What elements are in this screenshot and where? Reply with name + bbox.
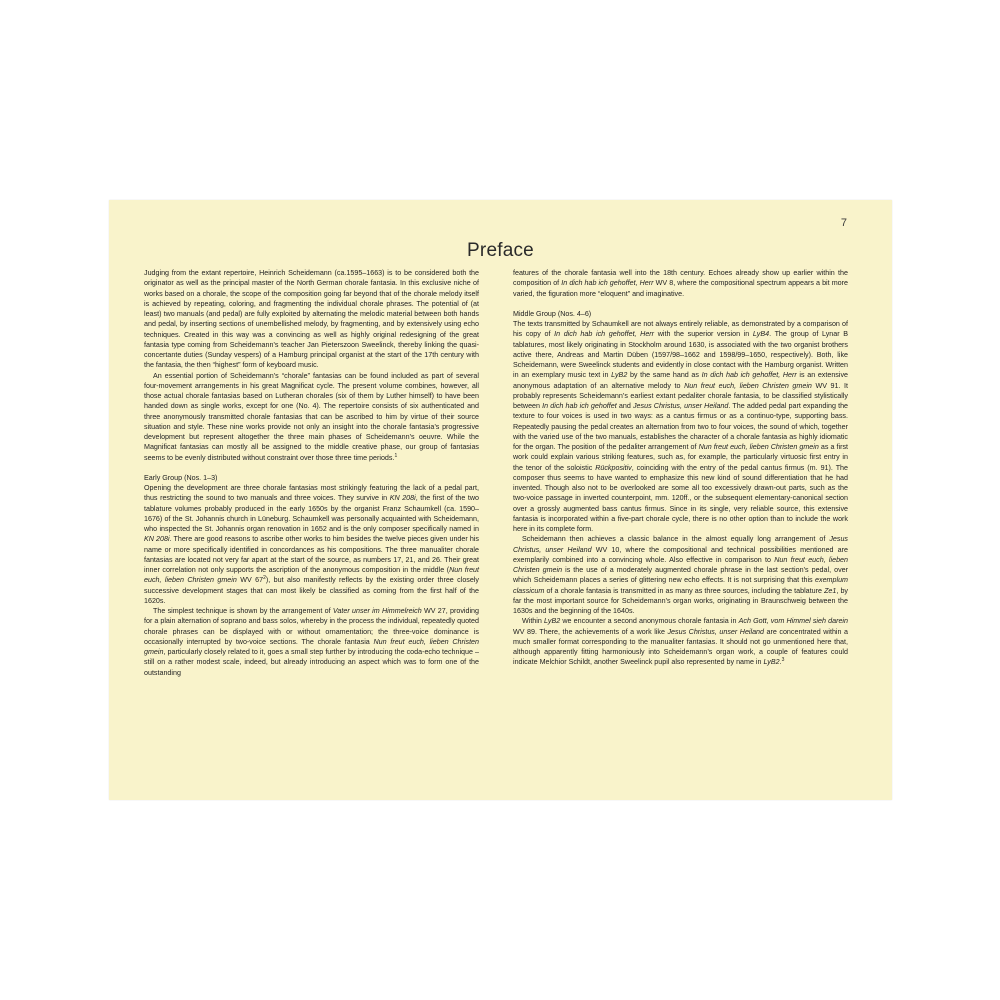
italic-text: Jesus Christus, unser Heiland [667,627,764,636]
body-text: is the use of a moderately augmented chorale phrase in the last section’s pedal, over which Scheidemann places a series of glittering new echo effects. It is not surprising that this [513,566,848,585]
page-number: 7 [840,217,847,229]
body-text: features of the chorale fantasia well into the 18th century. Echoes already show up earlier within the composition of [513,269,848,288]
body-text: WV 10, where the compositional and technical possibilities mentioned are exemplarily combined into a convincing whole. Also effective in comparison to [513,545,849,564]
italic-text: LyB2 [763,658,780,667]
italic-text: Jesus Christus, unser Heiland [632,402,729,410]
body-text: , the first of the two tablature volumes probably produced in the early 1650s by the organist Franz Schaumkell (ca. 1590–1676) of the St. Johannis church in Lüneburg. Schaumkell was personally acquainted with Scheidemann, who inspected the St. Johannis organ renovation in 1652 and is the only composer specifically named in [144,494,480,533]
section-gap [144,463,479,473]
body-text: . The group of Lynar B tablatures, most likely originating in Stockholm around 1630, is associated with the two organist brothers active there, Andreas and Martin Düben (1597/98–1662 and 1598/99–1650, respectively). Both, like Scheidemann, were Sweelinck students and evidently in close contact with the Hamburg organist. Written in an exemplary music text in [513,330,849,380]
body-text: WV 89. There, the achievements of a work like [513,627,668,636]
italic-text: Ze1 [824,586,837,595]
italic-text: Nun freut euch, lieben Christen gmein [144,637,479,656]
italic-text: exemplum classicum [513,576,848,595]
footnote-marker: 1 [394,452,398,459]
footnote-marker: 2 [263,575,266,582]
body-text: are concentrated within a much smaller format corresponding to the manualiter fantasias. It should not go unmentioned here that, although apparently fitting harmoniously into Scheidemann’s organ work, a couple of features could indicate Melchior Schildt, another Sweelinck pupil also represented by name in [513,627,848,667]
body-text: The simplest technique is shown by the arrangement of [153,607,333,615]
body-text: An essential portion of Scheidemann’s “chorale” fantasias can be found included as part of several four-movement arrangements in his great Magnificat cycle. The present volume combines, however, all those actual chorale fantasias based on Lutheran chorales (six of them by Luther himself) to have been handed down as single works, except for one (No. 4). The repertoire consists of six authenticated and three anonymously transmitted chorale fantasias that can be ascribed to him by virtue of their source situation and style. These nine works provide not only an insight into the chorale fantasia’s progressive development but represent altogether the three main phases of Scheidemann’s oeuvre. While the Magnificat fantasias can mostly all be assigned to the middle creative phase, our group of fantasias seems to be evenly distributed without constraint over those three time periods. [144,371,479,462]
paragraph [144,268,479,371]
right-column [513,268,848,668]
italic-text: Ach Gott, vom Himmel sieh darein [738,617,848,626]
section-heading: Middle Group (Nos. 4–6) [513,309,592,318]
italic-text: LyB2 [611,371,628,380]
body-text: ), but also manifestly reflects by the existing order three closely successive development stages that can most likely be classified as coming from the first half of the 1620s. [144,576,480,605]
body-text: , by far the most important source for Scheidemann’s organ works, originating in Braunschweig between the 1630s and the beginning of the 1640s. [513,586,849,615]
italic-text: LyB2 [544,617,561,626]
paragraph [144,606,479,678]
body-text: WV 8, where the compositional spectrum appears a bit more varied, the figuration more “eloquent” and imaginative. [513,279,848,298]
italic-text: KN 208i [389,494,416,503]
left-column [144,268,479,678]
section-gap [513,299,848,309]
paragraph [144,371,479,463]
body-text: as a first work could explain various striking features, such as, for example, the particularly virtuosic first entry in the tenor of the soloistic [513,443,848,472]
body-text: Opening the development are three chorale fantasias most strikingly featuring the lack of a pedal part, thus restricting the sound to two manuals and three voices. They survive in [144,484,479,503]
paragraph [513,534,848,616]
body-text: The texts transmitted by Schaumkell are not always entirely reliable, as demonstrated by a comparison of his copy of [513,320,848,339]
italic-text: KN 208i [144,535,170,544]
italic-text: Nun freut euch, lieben Christen gmein [698,443,819,451]
footnote-marker: 3 [781,657,785,664]
body-text: by the same hand as [627,371,702,380]
body-text: we encounter a second anonymous chorale fantasia in [560,617,739,626]
body-text: . There are good reasons to ascribe other works to him besides the twelve pieces given under his name or more specifically identified in concordances as his compositions. The three manualiter chorale fantasias are located not very far apart at the start of the source, as numbers 17, 21, and 26. Their great inner correlation not only supports the ascription of the anonymous composition in the middle ( [144,535,479,574]
paragraph [144,483,479,606]
paragraph [513,616,848,667]
section-heading: Early Group (Nos. 1–3) [144,473,218,482]
body-text: , particularly closely related to it, goes a small step further by introducing the coda-echo technique – still on a rather modest scale, indeed, but already introducing an aspect which was to form one of the outstanding [144,648,479,677]
body-text: WV 67 [236,576,264,585]
italic-text: In dich hab ich gehoffet [542,402,617,410]
italic-text: In dich hab ich gehoffet, Herr [554,330,655,339]
body-text: WV 91. It probably represents Scheidemann’s earliest extant pedaliter chorale fantasia, to be classified stylistically between [513,381,848,410]
italic-text: Rückpositiv [595,463,632,472]
paragraph [513,319,848,534]
body-text: . [779,658,782,667]
body-text: Within [522,617,545,626]
italic-text: Nun freut euch, lieben Christen gmein [144,566,479,585]
body-text: , coinciding with the entry of the pedal cantus firmus (m. 91). The composer thus seems to have wanted to emphasize this new kind of sound differentiation that he had invented. Though also not to be overlooked are some all too excessively drawn-out parts, such as the two-voice passage in inverted counterpoint, mm. 120ff., or the subsequent elementary-canonical section over a grossly augmented bass cantus firmus. Since in its single, very reliable source, this extensive fantasia is incorporated within a five-part chorale cycle, there is no other option than to include the work here in its complete form. [513,463,848,533]
body-text: and [616,402,633,410]
body-text: of a chorale fantasia is transmitted in as many as three sources, including the tablature [544,586,825,595]
body-text: . The added pedal part expanding the texture to four voices is used in two ways: as a cantus firmus or as a continuo-type, supporting bass. Repeatedly pausing the pedal creates an alternation from two to four voices, the sound of which, together with the varied use of the two manuals, establishes the character of a chorale fantasia as highly idiomatic for the organ. The position of the pedaliter arrangement of [513,402,849,451]
page-title: Preface [467,240,534,261]
body-text: WV 27, providing for a plain alternation of soprano and bass solos, whereby in the process the individual, repeatedly quoted chorale phrases can be displayed with or without ornamentation; the three-voice dominance is occasionally interrupted by two-voice sections. The chorale fantasia [144,607,480,646]
body-text: Scheidemann then achieves a classic balance in the almost equally long arrangement of [522,535,830,544]
body-text: Judging from the extant repertoire, Heinrich Scheidemann (ca.1595–1663) is to be considered both the originator as well as the principal master of the North German chorale fantasia. In this exclusive niche of works based on a chorale, the scope of the composition going far beyond that of the chorale melody itself is achieved by repeating, coloring, and fragmenting the individual chorale phrases. The potential of (at least) two manuals (and pedal) are fully exploited by alternating the melodic material between both hands and pedal, by inserting sections of unembellished melody, by fragmenting, and by extensively using echo techniques. Created in this way was a convincing as well as highly original redesigning of the great fantasia type coming from Scheidemann’s teacher Jan Pieterszoon Sweelinck, thereby linking the quasi-concertante duties (Sunday vespers) of a Hamburg principal organist at the start of the 17th century with the fantasia, the then “highest” form of keyboard music. [144,269,479,370]
italic-text: In dich hab ich gehoffet, Herr [701,371,797,380]
italic-text: Vater unser im Himmelreich [332,607,422,615]
body-text: with the superior version in [654,330,753,339]
book-page [109,200,892,800]
italic-text: Jesus Christus, unser Heiland [513,535,848,554]
italic-text: In dich hab ich gehoffet, Herr [561,279,654,288]
italic-text: Nun freut euch, lieben Christen gmein [513,555,848,574]
body-text: is an extensive anonymous adaptation of an alternative melody to [513,371,848,390]
paragraph [513,268,848,299]
italic-text: LyB4 [752,330,770,339]
italic-text: Nun freut euch, lieben Christen gmein [684,381,812,390]
